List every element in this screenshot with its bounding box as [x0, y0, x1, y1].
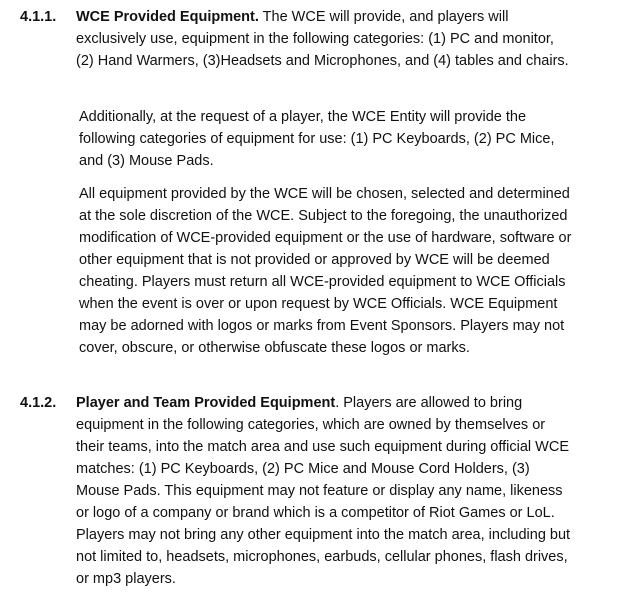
section-title: Player and Team Provided Equipment — [76, 395, 336, 411]
section-paragraph: Additionally, at the request of a player, the WCE Entity will provide the following categories of equipment for use: (1) PC Keyboards, (2) PC Mice, and (3) Mouse Pads. — [79, 109, 555, 169]
section-title: WCE Provided Equipment. — [76, 9, 259, 25]
section-lead-text: . Players are allowed to bring equipment in the following categories, which are owned by themselves or their teams, into the match area and use such equipment during official WCE matches: (1) PC Keyboards, (2) PC Mice and Mouse Cord Holders, (3) Mouse Pads. This equipment may not feature or display any name, likeness or logo of a company or brand which is a competitor of Riot Games or LoL. Players may not bring any other equipment into the match area, including but not limited to, headsets, microphones, earbuds, cellular phones, flash drives, or mp3 players. — [76, 395, 571, 587]
section-lead-paragraph — [76, 6, 572, 72]
section-number: 4.1.1. — [20, 9, 57, 25]
section-paragraph: All equipment provided by the WCE will be chosen, selected and determined at the sole discretion of the WCE. Subject to the foregoing, the unauthorized modification of WCE-provided equipment or the use of hardware, software or other equipment that is not provided or approved by WCE will be deemed cheating. Players must return all WCE-provided equipment to WCE Officials when the event is over or upon request by WCE Officials. WCE Equipment may be adorned with logos or marks from Event Sponsors. Players may not cover, obscure, or otherwise obfuscate these logos or marks. — [79, 186, 572, 356]
section-lead-paragraph — [76, 392, 572, 590]
section-lead-text: The WCE will provide, and players will exclusively use, equipment in the following categories: (1) PC and monitor, (2) Hand Warmers, (3)Headsets and Microphones, and (4) tables and chairs. — [76, 9, 569, 69]
section-number: 4.1.2. — [20, 395, 57, 411]
